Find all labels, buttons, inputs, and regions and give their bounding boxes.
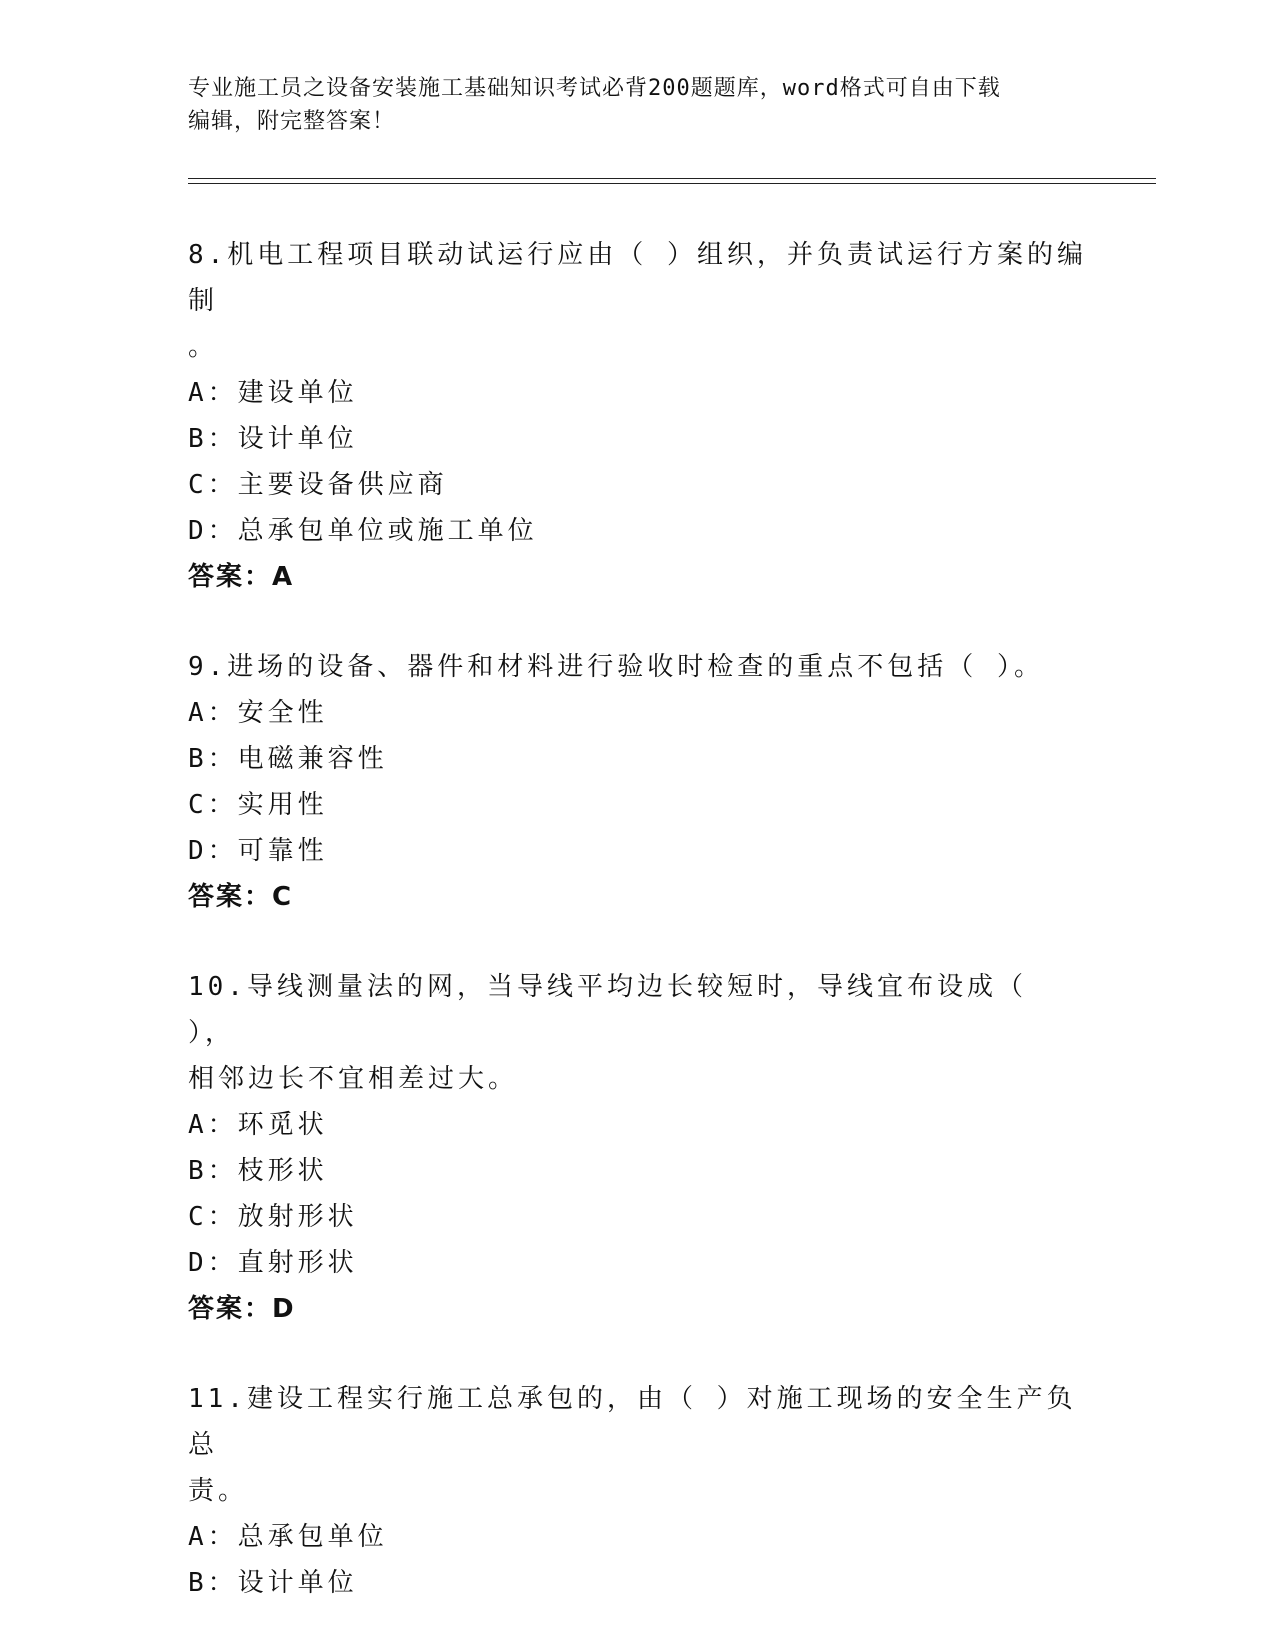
question-9 [188,644,1088,920]
question-text: 11.建设工程实行施工总承包的，由（ ）对施工现场的安全生产负总 [188,1384,1077,1460]
question-11 [188,1376,1088,1606]
option-d: D：直射形状 [188,1248,358,1278]
answer: 答案：D [188,1294,296,1324]
option-a: A：总承包单位 [188,1522,388,1552]
question-text-continued: 。 [188,332,219,362]
option-a: A：环觅状 [188,1110,328,1140]
option-c: C：放射形状 [188,1202,358,1232]
header-title-line2: 编辑，附完整答案！ [188,109,396,134]
answer: 答案：A [188,562,295,592]
question-text: 10.导线测量法的网，当导线平均边长较短时，导线宜布设成（ ）， [188,972,1027,1048]
question-text: 8.机电工程项目联动试运行应由（ ）组织，并负责试运行方案的编制 [188,240,1087,316]
question-8 [188,232,1088,600]
header-title-line1: 专业施工员之设备安装施工基础知识考试必背200题题库，word格式可自由下载 [188,76,1001,101]
question-text-continued: 责。 [188,1476,249,1506]
question-10 [188,964,1088,1332]
header-divider [188,178,1156,184]
answer: 答案：C [188,882,294,912]
option-d: D：可靠性 [188,836,328,866]
question-list [188,232,1088,1606]
option-a: A：安全性 [188,698,328,728]
document-header [188,72,1088,138]
option-d: D：总承包单位或施工单位 [188,516,538,546]
question-text: 9.进场的设备、器件和材料进行验收时检查的重点不包括（ ）。 [188,652,1044,682]
option-b: B：枝形状 [188,1156,328,1186]
option-b: B：设计单位 [188,1568,358,1598]
question-text-continued: 相邻边长不宜相差过大。 [188,1064,519,1094]
option-b: B：电磁兼容性 [188,744,388,774]
option-b: B：设计单位 [188,424,358,454]
option-a: A：建设单位 [188,378,358,408]
option-c: C：主要设备供应商 [188,470,448,500]
option-c: C：实用性 [188,790,328,820]
